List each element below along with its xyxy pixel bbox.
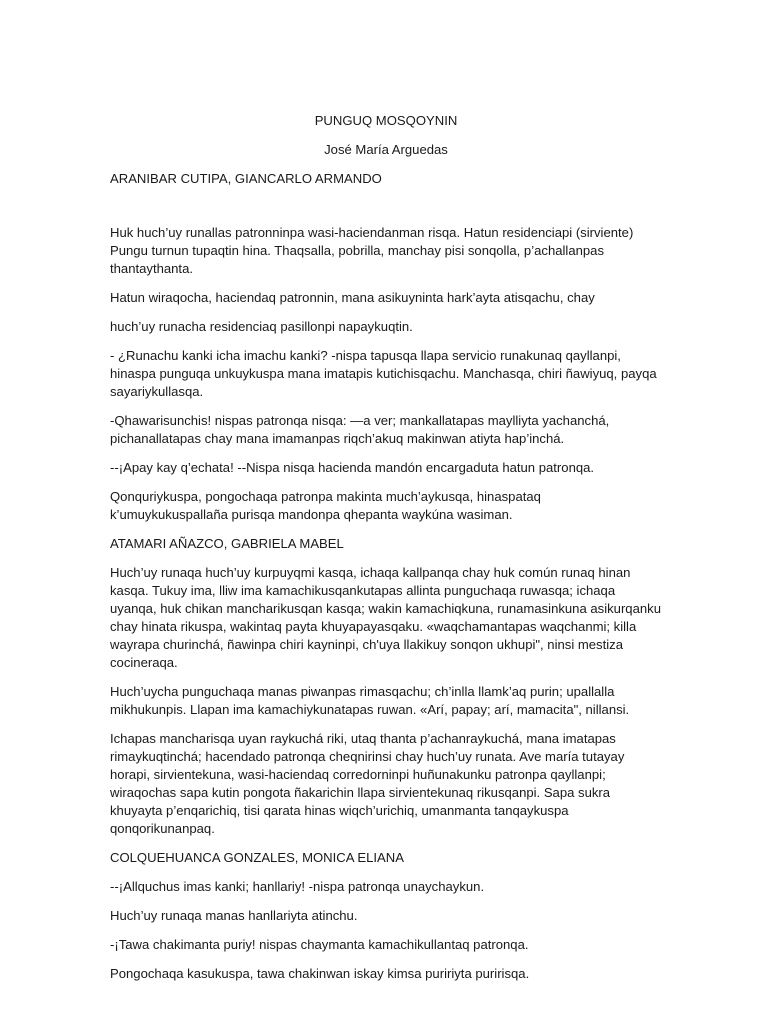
- document-body: [110, 112, 662, 994]
- paragraph: Huch’uy runaqa huch’uy kurpuyqmi kasqa, ichaqa kallpanqa chay huk común runaq hinan kasqa. Tukuy ima, lliw ima kamachikusqankutapas allinta punguchaqa ruwasqa; ichaqa uyanqa, huk chikan mancharikusqan kasqa; wakin kamachiqkuna, runamasinkuna asikurqanku chay hinata rikuspa, wakintaq payta khuyapayasqaku. «waqchamantapas waqchanmi; killa wayrapa churinchá, ñawinpa chiri kayninpi, ch'uya llakikuy sonqon ukhupi", ninsi mestiza cocineraqa.: [110, 565, 661, 670]
- paragraph: Hatun wiraqocha, haciendaq patronnin, mana asikuyninta hark’ayta atisqachu, chay: [110, 290, 595, 305]
- section-heading: ARANIBAR CUTIPA, GIANCARLO ARMANDO: [110, 171, 382, 186]
- paragraph: Ichapas mancharisqa uyan raykuchá riki, utaq thanta p’achanraykuchá, mana imatapas rimaykuqtinchá; hacendado patronqa cheqnirinsi chay huch’uy runata. Ave maría tutayay horapi, sirvientekuna, wasi-haciendaq corredorninpi huñunakunku patronpa qayllanpi; wiraqochas sapa kutin pongota ñakarichin llapa sirvientekunaq rikusqanpi. Sapa sukra khuyayta p’enqarichiq, tisi qarata hinas wiqch’urichiq, umanmanta tanqaykuspa qonqorikunanpaq.: [110, 731, 625, 836]
- paragraph: Qonquriykuspa, pongochaqa patronpa makinta much’aykusqa, hinaspataq k’umuykukuspallaña purisqa mandonpa qhepanta waykúna wasiman.: [110, 489, 541, 522]
- paragraph: -¡Tawa chakimanta puriy! nispas chaymanta kamachikullantaq patronqa.: [110, 937, 529, 952]
- document-author: José María Arguedas: [324, 142, 448, 157]
- paragraph: --¡Allquchus imas kanki; hanllariy! -nispa patronqa unaychaykun.: [110, 879, 485, 894]
- document-title: PUNGUQ MOSQOYNIN: [314, 113, 458, 128]
- paragraph: -Qhawarisunchis! nispas patronqa nisqa: —a ver; mankallatapas maylliyta yachanchá, pichanallatapas chay mana imamanpas riqch’akuq makinwan atiyta hap’inchá.: [110, 413, 610, 446]
- paragraph: Huk huch’uy runallas patronninpa wasi-haciendanman risqa. Hatun residenciapi (sirviente) Pungu turnun tupaqtin hina. Thaqsalla, pobrilla, manchay pisi sonqolla, p’achallanpas thantaythanta.: [110, 225, 634, 276]
- paragraph: Pongochaqa kasukuspa, tawa chakinwan iskay kimsa puririyta puririsqa.: [110, 966, 530, 981]
- section-heading: COLQUEHUANCA GONZALES, MONICA ELIANA: [110, 850, 404, 865]
- paragraph: Huch’uycha punguchaqa manas piwanpas rimasqachu; ch’inlla llamk’aq purin; upallalla mikhukunpis. Llapan ima kamachiykunatapas ruwan. «Arí, papay; arí, mamacita", nillansi.: [110, 684, 630, 717]
- paragraph: - ¿Runachu kanki icha imachu kanki? -nispa tapusqa llapa servicio runakunaq qayllanpi, hinaspa punguqa unkuykuspa mana imatapis kutichisqachu. Manchasqa, chiri ñawiyuq, payqa sayariykullasqa.: [110, 348, 657, 399]
- paragraph: Huch’uy runaqa manas hanllariyta atinchu.: [110, 908, 358, 923]
- paragraph: --¡Apay kay q’echata! --Nispa nisqa hacienda mandón encargaduta hatun patronqa.: [110, 460, 595, 475]
- paragraph: huch’uy runacha residenciaq pasillonpi napaykuqtin.: [110, 319, 413, 334]
- section-heading: ATAMARI AÑAZCO, GABRIELA MABEL: [110, 536, 344, 551]
